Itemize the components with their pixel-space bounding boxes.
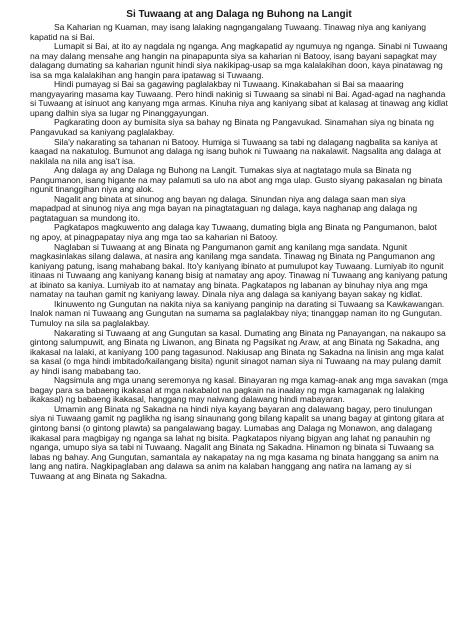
paragraph-5: Sila'y nakarating sa tahanan ni Batooy. Humiga si Tuwaang sa tabi ng dalagang nagbalita sa kaniya at kaagad na nakatulog. Bumunot ang dalaga ng isang buhok ni Tuwaang na nakalawit. Nagsalita ang dalaga at nakilala na nila ang isa't isa. bbox=[30, 136, 442, 166]
paragraph-2: Lumapit si Bai, at ito ay nagdala ng nganga. Ang magkapatid ay ngumuya ng nganga. Sinabi ni Tuwaang na may dalang mensahe ang hangin na pinapapunta siya sa kaharian ni Batooy, isang bayani sapagkat may dalagang dumating sa kaharian ngunit hindi siya nakikipag-usap sa mga kalalakihan doon, kaya pinatawag ng isa sa mga kalalakihan ang hangin para ipatawag si Tuwaang. bbox=[30, 41, 448, 80]
paragraph-7: Nagalit ang binata at sinunog ang bayan ng dalaga. Sinundan niya ang dalaga saan man siya mapadpad at sinunog niya ang mga bayan na pinagtataguan ng dalaga, kaya naghanap ang dalaga ng pagtataguan sa mundong ito. bbox=[30, 193, 418, 223]
paragraph-13: Umamin ang Binata ng Sakadna na hindi niya kayang bayaran ang dalawang bagay, pero tinulungan siya ni Tuwaang gamit ng paglikha ng isang sinaunang gong bilang kapalit sa unang bagay at gintong gitara at gintong bansi (o gintong plawta) sa pangalawang bagay. Lumabas ang Dalaga ng Monawon, ang dalagang ikakasal para magbigay ng nganga sa lahat ng bisita. Pagkatapos niyang bigyan ang lahat ng panauhin ng nganga, umupo siya sa tabi ni Tuwaang. Nagalit ang Binata ng Sakadna. Hinamon ng binata si Tuwaang sa labas ng bahay. Ang Gungutan, samantala ay nakapatay na ng mga kasama ng binata hanggang sa anim na lang ang natira. Nagkipaglaban ang dalawa sa anim na kalaban hanggang ang natira na lamang ay si Tuwaang at ang Binata ng Sakadna. bbox=[30, 403, 445, 481]
document-title: Si Tuwaang at ang Dalaga ng Buhong na Langit bbox=[126, 9, 352, 20]
paragraph-10: Ikinuwento ng Gungutan na nakita niya sa kaniyang panginip na darating si Tuwaang sa Kawkawangan. Inalok naman ni Tuwaang ang Gungutan na sumama sa paglalakbay niya; tinanggap naman ito ng Gungutan. Tumuloy na sila sa paglalakbay. bbox=[30, 298, 445, 328]
paragraph-11: Nakarating si Tuwaang at ang Gungutan sa kasal. Dumating ang Binata ng Panayangan, na nakaupo sa gintong salumpuwit, ang Binata ng Liwanon, ang Binata ng Pagsikat ng Araw, at ang Binata ng Sakadna, ang ikakasal na lalaki, at kaniyang 100 pang tagasunod. Nakiusap ang Binata ng Sakadna na linisin ang mga kalat sa kasal (o mga hindi imbitado/kailangang bisita) ngunit sinagot naman siya ni Tuwaang na may pulang damit ay hindi isang mababang tao. bbox=[30, 327, 446, 376]
paragraph-8: Pagkatapos magkuwento ang dalaga kay Tuwaang, dumating bigla ang Binata ng Pangumanon, balot ng apoy, at pinagpapatay niya ang mga tao sa kaharian ni Batooy. bbox=[30, 222, 437, 243]
paragraph-4: Pagkarating doon ay bumisita siya sa bahay ng Binata ng Pangavukad. Sinamahan siya ng binata ng Pangavukad sa kaniyang paglalakbay. bbox=[30, 117, 434, 138]
paragraph-9: Naglaban si Tuwaang at ang Binata ng Pangumanon gamit ang kanilang mga sandata. Ngunit magkasinlakas silang dalawa, at nasira ang kanilang mga sandata. Tinawag ng Binata ng Pangumanon ang kaniyang patung, isang mahabang bakal. Ito'y kaniyang ibinato at pumulupot kay Tuwaang. Lumiyab ito ngunit itinaas ni Tuwaang ang kaniyang kanang bisig at namatay ang apoy. Tinawag ni Tuwaang ang kaniyang patung at ibinato sa kaniya. Lumiyab ito at namatay ang binata. Pagkatapos ng labanan ay binuhay niya ang mga namatay na tauhan gamit ng kaniyang laway. Dinala niya ang dalaga sa kaniyang bayan sakay ng kidlat. bbox=[30, 241, 448, 300]
paragraph-6: Ang dalaga ay ang Dalaga ng Buhong na Langit. Tumakas siya at nagtatago mula sa Binata ng Pangumanon, isang higante na may palamuti sa ulo na abot ang mga ulap. Gusto siyang pakasalan ng binata ngunit tinanggihan niya ang alok. bbox=[30, 165, 443, 195]
paragraph-3: Hindi pumayag si Bai sa gagawing paglalakbay ni Tuwaang. Kinakabahan si Bai sa maaaring mangyayaring masama kay Tuwaang. Pero hindi nakinig si Tuwaang sa sinabi ni Bai. Agad-agad na naghanda si Tuwaang at isinuot ang kanyang mga armas. Kinuha niya ang kaniyang sibat at kalasag at tinawag ang kidlat upang dalhin siya sa lugar ng Pinanggayungan. bbox=[30, 79, 448, 118]
paragraph-12: Nagsimula ang mga unang seremonya ng kasal. Binayaran ng mga kamag-anak ang mga savakan (mga bagay para sa babaeng ikakasal at mga nakabalot na pagkain na inaalay ng mga kamaganak ng lalaking ikakasal) ng babaeng ikakasal, hanggang may naiwang dalawang hindi mabayaran. bbox=[30, 375, 448, 405]
paragraph-1: Sa Kaharian ng Kuaman, may isang lalaking nagngangalang Tuwaang. Tinawag niya ang kaniyang kapatid na si Bai. bbox=[30, 22, 426, 42]
